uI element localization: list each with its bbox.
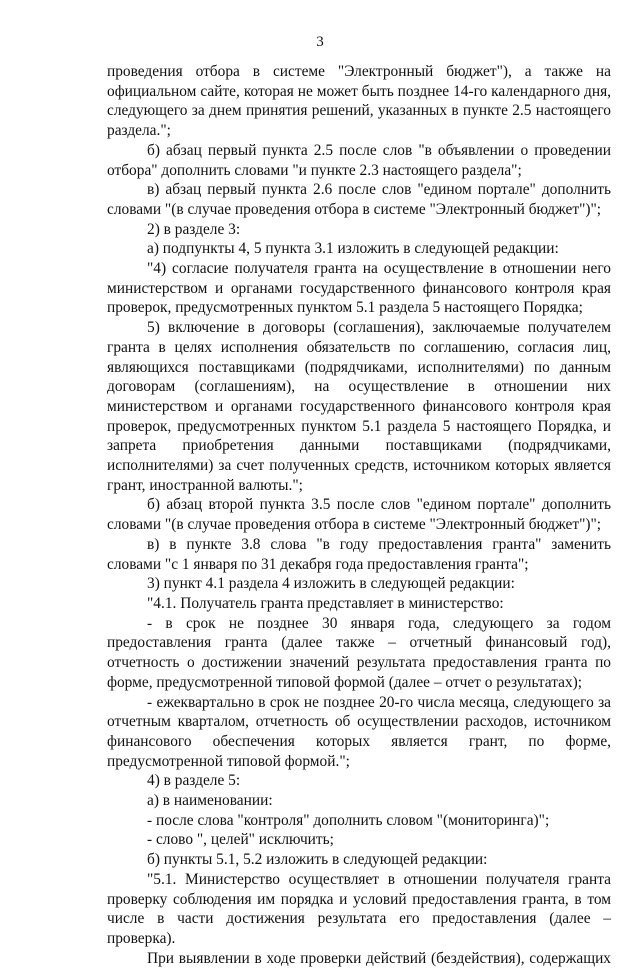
document-body <box>107 62 611 968</box>
paragraph: - в срок не позднее 30 января года, следующего за годом предоставления гранта (далее также – отчетный финансовый год), отчетность о достижении значений результата предоставления гранта по форме, предусмотренной типовой формой (далее – отчет о результатах); <box>107 614 611 691</box>
paragraph: "5.1. Министерство осуществляет в отношении получателя гранта проверку соблюдения им порядка и условий предоставления гранта, в том числе в части достижения результата его предоставления (далее – проверка). <box>107 870 611 947</box>
paragraph: 3) пункт 4.1 раздела 4 изложить в следующей редакции: <box>147 575 515 593</box>
paragraph: "4) согласие получателя гранта на осуществление в отношении него министерством и органами государственного финансового контроля края проверок, предусмотренных пунктом 5.1 раздела 5 настоящего Порядка; <box>107 260 611 317</box>
paragraph: 4) в разделе 5: <box>147 772 241 790</box>
paragraph: в) в пункте 3.8 слова "в году предоставления гранта" заменить словами "с 1 января по 31 декабря года предоставления гранта"; <box>107 535 611 573</box>
paragraph: б) пункты 5.1, 5.2 изложить в следующей редакции: <box>147 851 488 869</box>
paragraph: При выявлении в ходе проверки действий (бездействия), содержащих <box>147 949 611 967</box>
page-number: 3 <box>316 34 324 50</box>
paragraph: проведения отбора в системе "Электронный бюджет"), а также на официальном сайте, которая не может быть позднее 14-го календарного дня, следующего за днем принятия решений, указанных в пункте 2.5 настоящего раздела."; <box>107 63 611 140</box>
paragraph: б) абзац второй пункта 3.5 после слов "едином портале" дополнить словами "(в случае проведения отбора в системе "Электронный бюджет")"; <box>107 496 611 534</box>
paragraph: - после слова "контроля" дополнить словом "(мониторинга)"; <box>147 811 550 829</box>
paragraph: 2) в разделе 3: <box>147 220 241 238</box>
paragraph: а) в наименовании: <box>147 792 273 810</box>
paragraph: - слово ", целей" исключить; <box>147 831 334 849</box>
paragraph: - ежеквартально в срок не позднее 20-го числа месяца, следующего за отчетным кварталом, отчетность об осуществлении расходов, источником финансового обеспечения которых является грант, по форме, предусмотренной типовой формой."; <box>107 693 611 770</box>
paragraph: в) абзац первый пункта 2.6 после слов "едином портале" дополнить словами "(в случае проведения отбора в системе "Электронный бюджет")"; <box>107 181 611 218</box>
paragraph: б) абзац первый пункта 2.5 после слов "в объявлении о проведении отбора" дополнить словами "и пункте 2.3 настоящего раздела"; <box>107 141 611 179</box>
paragraph: "4.1. Получатель гранта представляет в министерство: <box>147 594 504 612</box>
paragraph: а) подпункты 4, 5 пункта 3.1 изложить в следующей редакции: <box>147 240 559 258</box>
paragraph: 5) включение в договоры (соглашения), заключаемые получателем гранта в целях исполнения обязательств по соглашению, согласия лиц, являющихся поставщиками (подрядчиками, исполнителями) по данным договорам (соглашениям), на осуществление в отношении них министерством и органами государственного финансового контроля края проверок, предусмотренных пунктом 5.1 раздела 5 настоящего Порядка, и запрета приобретения данными поставщиками (подрядчиками, исполнителями) за счет полученных средств, источником которых является грант, иностранной валюты."; <box>107 319 611 494</box>
